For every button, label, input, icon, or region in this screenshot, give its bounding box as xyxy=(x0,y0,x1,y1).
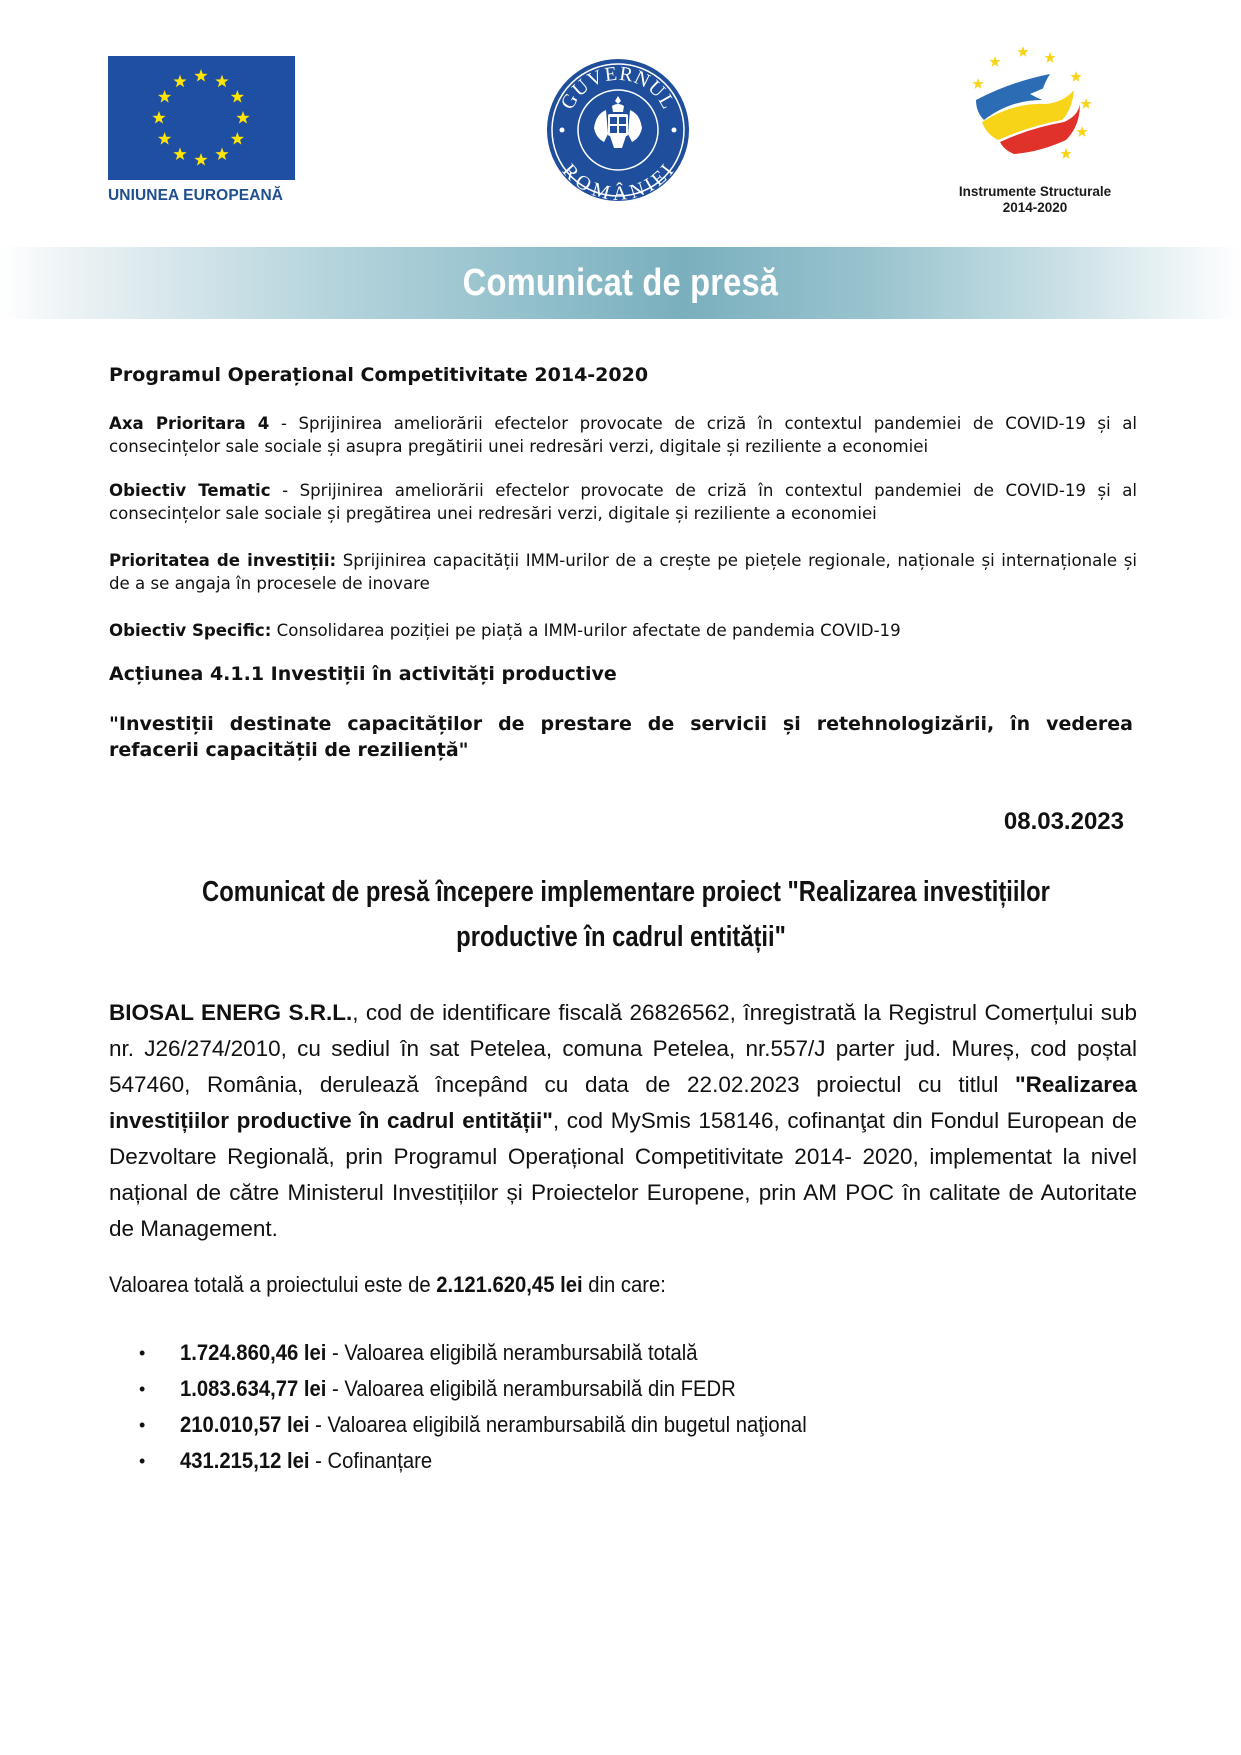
investment-priority-label: Prioritatea de investiții: xyxy=(109,551,337,570)
bullet-icon: • xyxy=(139,1343,146,1363)
bullet-icon: • xyxy=(139,1451,146,1471)
value-breakdown-list xyxy=(109,1335,1109,1479)
priority-axis-label: Axa Prioritara 4 xyxy=(109,414,270,433)
breakdown-amount: 1.083.634,77 lei xyxy=(180,1376,327,1401)
structural-instruments-caption-line1: Instrumente Structurale xyxy=(958,184,1112,199)
list-item xyxy=(109,1407,1109,1443)
press-release-banner xyxy=(0,247,1241,319)
eu-flag-logo xyxy=(108,56,295,180)
release-date: 08.03.2023 xyxy=(1003,808,1124,835)
structural-instruments-caption xyxy=(930,184,1140,216)
project-description-part1: , cod de identificare fiscală 26826562, înregistrată la Registrul Comerțului sub nr. J26/274/2010, cu sediul în sat Petelea, comuna Petelea, nr.557/J parter jud. Mureș, cod poștal 547460, România, derulează începând cu data de 22.02.2023 proiectul cu titlul xyxy=(109,1000,1137,1097)
romanian-government-seal-icon xyxy=(546,58,690,202)
bullet-icon: • xyxy=(139,1415,146,1435)
project-title: "Realizarea investițiilor productive în cadrul entității" xyxy=(109,1072,1137,1133)
specific-objective-paragraph xyxy=(109,619,1137,642)
structural-instruments-caption-line2: 2014-2020 xyxy=(1002,200,1068,215)
eu-flag-icon xyxy=(108,56,295,180)
svg-text:GUVERNUL: GUVERNUL xyxy=(556,62,680,114)
list-item xyxy=(109,1335,1109,1371)
breakdown-label: - Valoarea eligibilă nerambursabilă totală xyxy=(326,1340,698,1365)
banner-title: Comunicat de presă xyxy=(462,261,779,304)
bullet-icon: • xyxy=(139,1379,146,1399)
thematic-objective-text: - Sprijinirea ameliorării efectelor provocate de criză în contextul pandemiei de COVID-19 și al consecințelor sale sociale și pregătirea unei redresări verzi, digitale și reziliente a economiei xyxy=(109,481,1137,523)
thematic-objective-label: Obiectiv Tematic xyxy=(109,481,271,500)
company-name: BIOSAL ENERG S.R.L. xyxy=(109,1000,353,1025)
program-title: Programul Operațional Competitivitate 2014-2020 xyxy=(109,364,649,386)
total-value-line xyxy=(109,1272,728,1298)
press-release-headline xyxy=(109,870,1133,960)
investment-priority-text: Sprijinirea capacității IMM-urilor de a crește pe piețele regionale, naționale și internaționale și de a se angaja în procesele de inovare xyxy=(109,551,1137,593)
breakdown-amount: 1.724.860,46 lei xyxy=(180,1340,327,1365)
total-value-sentence xyxy=(109,1272,666,1298)
breakdown-amount: 210.010,57 lei xyxy=(180,1412,310,1437)
call-title: "Investiții destinate capacităților de prestare de servicii și retehnologizării, în vederea refacerii capacității de reziliență" xyxy=(109,713,1133,761)
total-value-amount: 2.121.620,45 lei xyxy=(436,1272,583,1297)
breakdown-label: - Valoarea eligibilă nerambursabilă din FEDR xyxy=(326,1376,736,1401)
breakdown-amount: 431.215,12 lei xyxy=(180,1448,310,1473)
structural-instruments-icon xyxy=(970,42,1100,162)
breakdown-label: - Valoarea eligibilă nerambursabilă din bugetul naţional xyxy=(309,1412,807,1437)
eu-logo-caption: UNIUNEA EUROPEANĂ xyxy=(108,187,284,204)
priority-axis-paragraph xyxy=(109,412,1137,458)
action-title: Acțiunea 4.1.1 Investiții în activități productive xyxy=(109,663,617,685)
specific-objective-text: Consolidarea poziției pe piață a IMM-urilor afectate de pandemia COVID-19 xyxy=(271,621,901,640)
total-value-suffix: din care: xyxy=(582,1272,666,1297)
total-value-prefix: Valoarea totală a proiectului este de xyxy=(109,1272,437,1297)
list-item xyxy=(109,1443,1109,1479)
priority-axis-text: - Sprijinirea ameliorării efectelor provocate de criză în contextul pandemiei de COVID-19 și al consecințelor sale sociale și asupra pregătirii unei redresări verzi, digitale și reziliente a economiei xyxy=(109,414,1137,456)
headline-line1: Comunicat de presă începere implementare proiect "Realizarea investițiilor xyxy=(202,876,1050,908)
list-item xyxy=(109,1371,1109,1407)
breakdown-label: - Cofinanțare xyxy=(309,1448,433,1473)
headline-line2: productive în cadrul entității" xyxy=(456,921,786,953)
thematic-objective-paragraph xyxy=(109,479,1137,525)
project-description-paragraph xyxy=(109,995,1137,1247)
investment-priority-paragraph xyxy=(109,549,1137,595)
specific-objective-label: Obiectiv Specific: xyxy=(109,621,272,640)
project-description-part2: , cod MySmis 158146, cofinanţat din Fondul European de Dezvoltare Regională, prin Programul Operațional Competitivitate 2014- 2020, implementat la nivel național de către Ministerul Investițiilor și Proiectelor Europene, prin AM POC în calitate de Autoritate de Management. xyxy=(109,1108,1137,1241)
svg-text:ROMÂNIEI: ROMÂNIEI xyxy=(557,159,679,202)
